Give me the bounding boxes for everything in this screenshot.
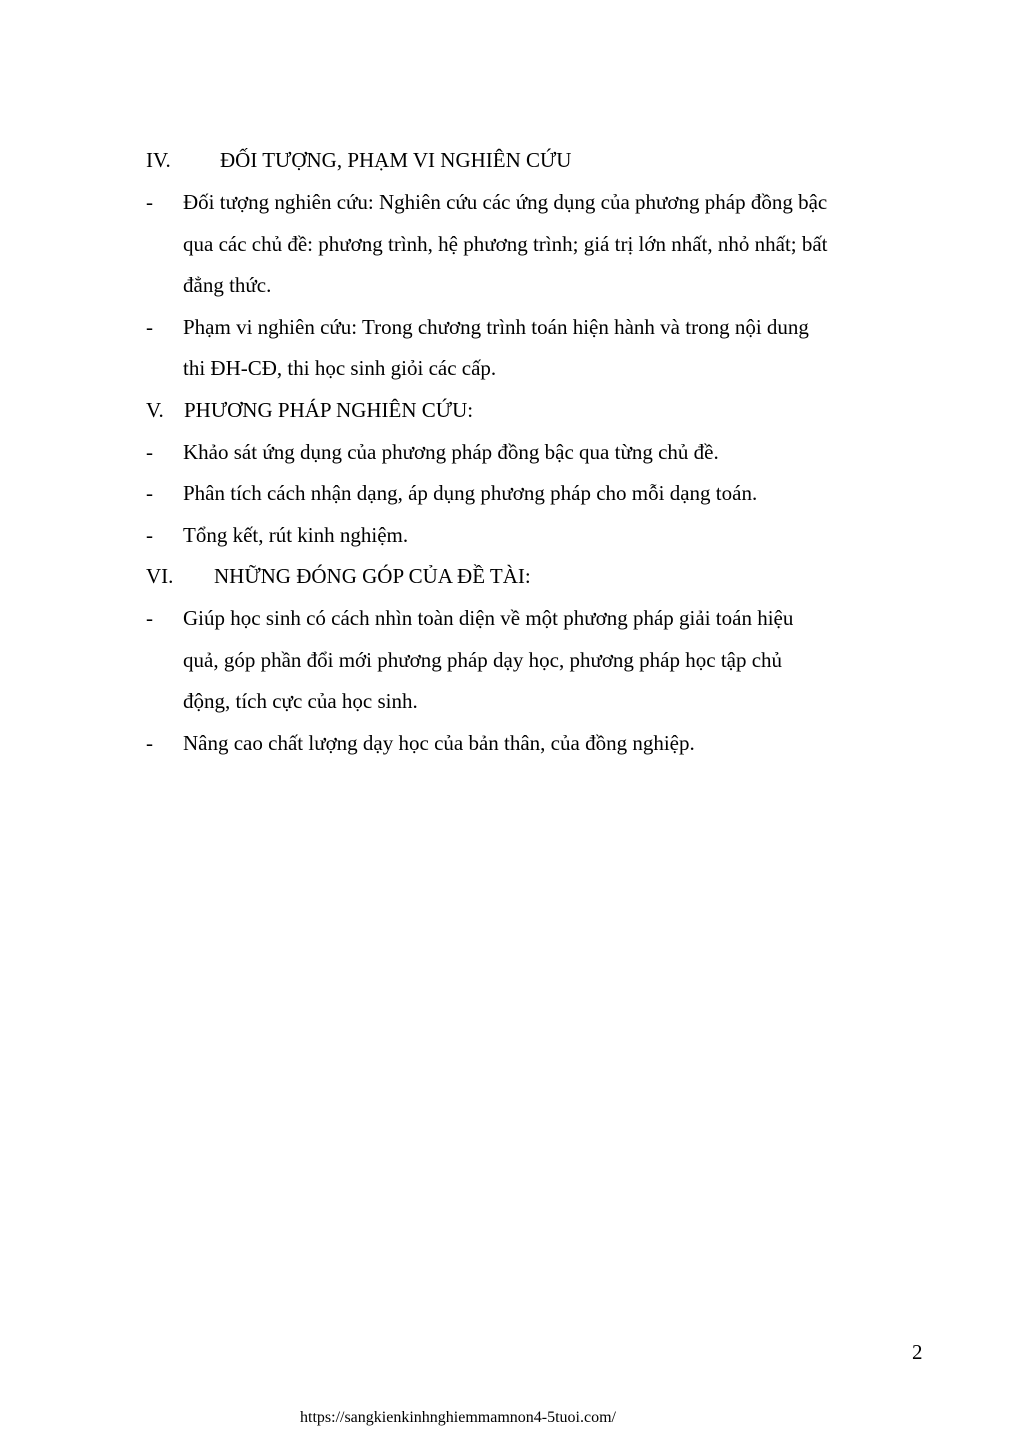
- page-number: 2: [912, 1340, 923, 1364]
- list-dash: -: [146, 523, 153, 547]
- list-dash: -: [146, 606, 153, 630]
- list-item-text: qua các chủ đề: phương trình, hệ phương trình; giá trị lớn nhất, nhỏ nhất; bất: [183, 232, 828, 256]
- footer-url-link[interactable]: https://sangkienkinhnghiemmamnon4-5tuoi.com/: [300, 1409, 616, 1426]
- list-item-text: Tổng kết, rút kinh nghiệm.: [183, 523, 409, 547]
- section-number: IV.: [146, 148, 171, 172]
- list-dash: -: [146, 731, 153, 755]
- list-item-text: quả, góp phần đổi mới phương pháp dạy học, phương pháp học tập chủ: [183, 648, 783, 672]
- section-number: V.: [146, 398, 164, 422]
- list-item-text: Khảo sát ứng dụng của phương pháp đồng bậc qua từng chủ đề.: [183, 440, 719, 464]
- list-item-text: Giúp học sinh có cách nhìn toàn diện về một phương pháp giải toán hiệu: [183, 606, 794, 630]
- list-dash: -: [146, 315, 153, 339]
- list-dash: -: [146, 190, 153, 214]
- section-number: VI.: [146, 564, 174, 588]
- list-item-text: Nâng cao chất lượng dạy học của bản thân, của đồng nghiệp.: [183, 731, 695, 755]
- list-item-text: Phân tích cách nhận dạng, áp dụng phương pháp cho mỗi dạng toán.: [183, 481, 758, 505]
- list-item-text: Phạm vi nghiên cứu: Trong chương trình toán hiện hành và trong nội dung: [183, 315, 809, 339]
- list-item-text: đẳng thức.: [183, 273, 272, 297]
- list-item-text: động, tích cực của học sinh.: [183, 689, 418, 713]
- list-dash: -: [146, 481, 153, 505]
- list-dash: -: [146, 440, 153, 464]
- section-title: ĐỐI TƯỢNG, PHẠM VI NGHIÊN CỨU: [220, 148, 572, 172]
- section-title: NHỮNG ĐÓNG GÓP CỦA ĐỀ TÀI:: [214, 564, 531, 588]
- list-item-text: thi ĐH-CĐ, thi học sinh giỏi các cấp.: [183, 356, 497, 380]
- section-title: PHƯƠNG PHÁP NGHIÊN CỨU:: [184, 398, 474, 422]
- list-item-text: Đối tượng nghiên cứu: Nghiên cứu các ứng dụng của phương pháp đồng bậc: [183, 190, 828, 214]
